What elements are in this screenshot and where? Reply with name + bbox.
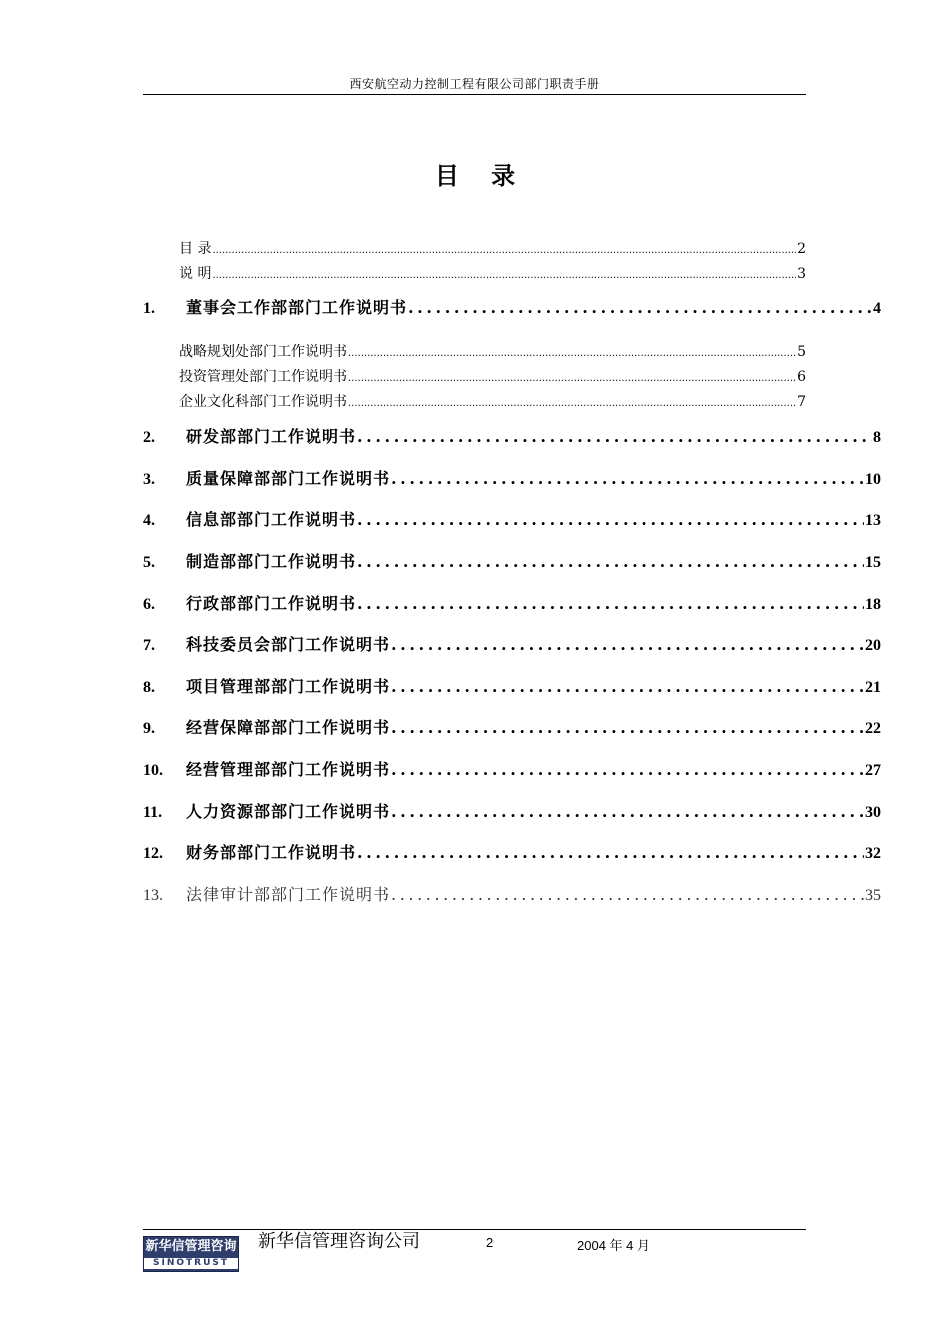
- footer-page-number: 2: [486, 1235, 494, 1250]
- toc-entry-13[interactable]: [143, 884, 881, 907]
- toc-entry-page: 10: [865, 471, 881, 488]
- dot-leader: [391, 801, 864, 823]
- dot-leader: [391, 884, 864, 906]
- toc-entry-12[interactable]: [143, 842, 881, 865]
- toc-entry-contents[interactable]: [179, 240, 806, 260]
- toc-entry-label: 经营保障部部门工作说明书: [186, 718, 391, 737]
- toc-entry-number: 11.: [143, 804, 163, 821]
- footer-company: 新华信管理咨询公司: [258, 1231, 420, 1252]
- toc-entry-number: 7.: [143, 637, 155, 654]
- dot-leader: [391, 634, 864, 656]
- toc-entry-number: 1.: [143, 300, 155, 317]
- toc-entry-label: 信息部部门工作说明书: [186, 510, 357, 529]
- toc-entry-label: 人力资源部部门工作说明书: [186, 802, 391, 821]
- dot-leader: [357, 509, 864, 531]
- toc-entry-page: 18: [865, 596, 881, 613]
- dot-leader: [212, 242, 796, 260]
- toc-entry-page: 32: [865, 845, 881, 862]
- toc-entry-page: 4: [873, 300, 881, 317]
- dot-leader: [391, 759, 864, 781]
- toc-entry-label: 投资管理处部门工作说明书: [179, 369, 347, 385]
- toc-entry-label: 战略规划处部门工作说明书: [179, 344, 347, 360]
- toc-entry-page: 13: [865, 512, 881, 529]
- dot-leader: [357, 842, 864, 864]
- logo-english-text: SINOTRUST: [152, 1258, 229, 1268]
- toc-entry-number: 13.: [143, 887, 163, 904]
- footer-divider: [143, 1229, 806, 1230]
- dot-leader: [391, 468, 864, 490]
- toc-entry-9[interactable]: [143, 717, 881, 740]
- toc-entry-label: 质量保障部部门工作说明书: [186, 469, 391, 488]
- toc-entry-number: 8.: [143, 679, 155, 696]
- toc-subentry-strategy[interactable]: [179, 343, 806, 363]
- toc-entry-label: 研发部部门工作说明书: [186, 427, 357, 446]
- toc-entry-label: 企业文化科部门工作说明书: [179, 394, 347, 410]
- toc-entry-page: 21: [865, 679, 881, 696]
- toc-entry-number: 4.: [143, 512, 155, 529]
- toc-entry-label: 项目管理部部门工作说明书: [186, 677, 391, 696]
- toc-entry-label: 财务部部门工作说明书: [186, 843, 357, 862]
- toc-entry-10[interactable]: [143, 759, 881, 782]
- toc-entry-page: 35: [865, 887, 881, 904]
- toc-entry-label: 科技委员会部门工作说明书: [186, 635, 391, 654]
- toc-entry-label: 说 明: [179, 266, 212, 282]
- toc-entry-7[interactable]: [143, 634, 881, 657]
- toc-entry-page: 27: [865, 762, 881, 779]
- toc-entry-number: 12.: [143, 845, 163, 862]
- toc-entry-page: 15: [865, 554, 881, 571]
- toc-subentry-investment[interactable]: [179, 368, 806, 388]
- toc-entry-page: 6: [797, 369, 806, 385]
- toc-entry-label: 董事会工作部部门工作说明书: [186, 298, 408, 317]
- toc-entry-3[interactable]: [143, 468, 881, 491]
- toc-entry-label: 目 录: [179, 241, 212, 257]
- toc-entry-4[interactable]: [143, 509, 881, 532]
- toc-entry-label: 经营管理部部门工作说明书: [186, 760, 391, 779]
- dot-leader: [357, 551, 864, 573]
- toc-entry-label: 制造部部门工作说明书: [186, 552, 357, 571]
- toc-entry-page: 7: [797, 394, 806, 410]
- dot-leader: [391, 717, 864, 739]
- toc-entry-number: 6.: [143, 596, 155, 613]
- toc-entry-5[interactable]: [143, 551, 881, 574]
- dot-leader: [212, 267, 796, 285]
- dot-leader: [391, 676, 864, 698]
- toc-entry-2[interactable]: [143, 426, 881, 449]
- toc-entry-number: 9.: [143, 720, 155, 737]
- toc-entry-page: 5: [797, 344, 806, 360]
- toc-title: 目 录: [434, 162, 528, 190]
- sinotrust-logo: [143, 1236, 239, 1272]
- toc-entry-1[interactable]: [143, 297, 881, 320]
- header-title: 西安航空动力控制工程有限公司部门职责手册: [349, 77, 600, 91]
- toc-entry-number: 5.: [143, 554, 155, 571]
- dot-leader: [348, 370, 796, 388]
- dot-leader: [348, 345, 796, 363]
- logo-chinese-text: 新华信管理咨询: [145, 1239, 237, 1254]
- dot-leader: [357, 426, 872, 448]
- toc-entry-explanation[interactable]: [179, 265, 806, 285]
- toc-entry-page: 8: [873, 429, 881, 446]
- toc-entry-8[interactable]: [143, 676, 881, 699]
- toc-entry-label: 行政部部门工作说明书: [186, 594, 357, 613]
- footer-date: 2004 年 4 月: [577, 1238, 650, 1253]
- page-header: [143, 76, 806, 95]
- toc-entry-label: 法律审计部部门工作说明书: [186, 885, 391, 904]
- toc-entry-page: 30: [865, 804, 881, 821]
- toc-entry-page: 2: [797, 241, 806, 257]
- toc-entry-6[interactable]: [143, 593, 881, 616]
- toc-entry-number: 3.: [143, 471, 155, 488]
- toc-entry-page: 20: [865, 637, 881, 654]
- dot-leader: [348, 395, 796, 413]
- toc-entry-number: 2.: [143, 429, 155, 446]
- toc-entry-page: 22: [865, 720, 881, 737]
- dot-leader: [408, 297, 872, 319]
- toc-entry-number: 10.: [143, 762, 163, 779]
- toc-entry-11[interactable]: [143, 801, 881, 824]
- toc-entry-page: 3: [797, 266, 806, 282]
- toc-subentry-culture[interactable]: [179, 393, 806, 413]
- dot-leader: [357, 593, 864, 615]
